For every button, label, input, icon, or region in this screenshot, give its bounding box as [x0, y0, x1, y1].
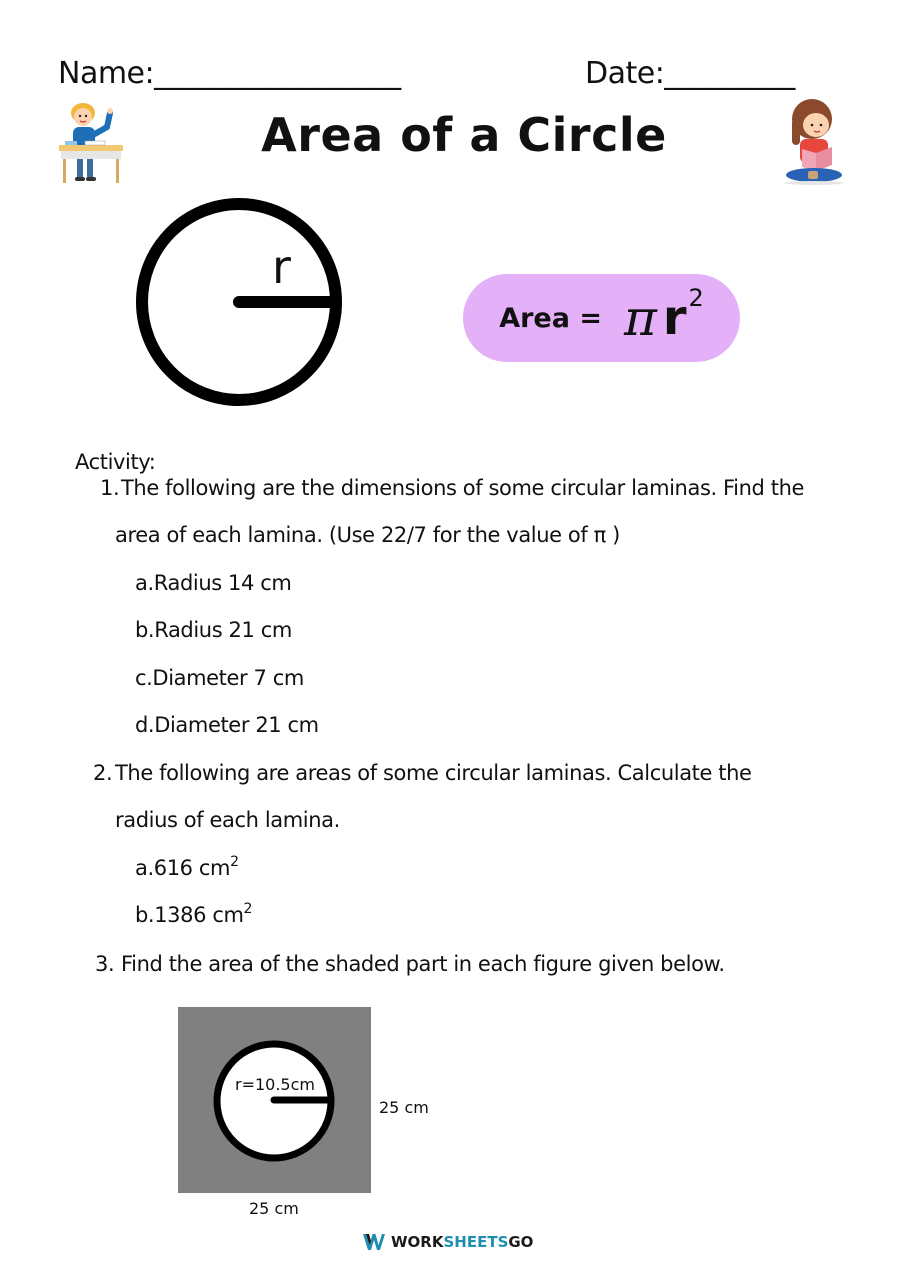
formula-variable: r [662, 290, 687, 346]
activity-heading: Activity: [75, 450, 156, 474]
girl-icon [778, 95, 850, 185]
page-title: Area of a Circle [261, 108, 667, 162]
figure-radius-label: r=10.5cm [235, 1075, 315, 1094]
girl-reading-illustration [778, 95, 850, 185]
formula-exponent: 2 [688, 284, 704, 312]
question-1-item-c: c.Diameter 7 cm [135, 666, 304, 690]
worksheetsgo-logo [363, 1233, 533, 1251]
pi-symbol: π [623, 289, 657, 347]
figure-side-label: 25 cm [379, 1098, 429, 1117]
name-field-label: Name:_________________ [58, 56, 401, 91]
question-2-line1: The following are areas of some circular laminas. Calculate the [115, 761, 752, 785]
figure-bottom-label: 25 cm [249, 1199, 299, 1218]
brand-name-part1: WORKSHEETS [391, 1233, 509, 1251]
question-3-line1: Find the area of the shaded part in each figure given below. [121, 952, 725, 976]
question-1-line1: The following are the dimensions of some circular laminas. Find the [121, 476, 804, 500]
date-field-label: Date:_________ [585, 56, 795, 91]
question-2-line2: radius of each lamina. [115, 808, 340, 832]
question-1-item-b: b.Radius 21 cm [135, 618, 292, 642]
question-1-number: 1. [100, 476, 120, 500]
w-logo-icon [363, 1233, 385, 1251]
question-1-item-a: a.Radius 14 cm [135, 571, 292, 595]
question-1-item-d: d.Diameter 21 cm [135, 713, 319, 737]
question-2-number: 2. [93, 761, 113, 785]
circle-diagram [133, 196, 345, 410]
question-1-line2: area of each lamina. (Use 22/7 for the value of π ) [115, 523, 620, 547]
formula-label: Area = [499, 302, 602, 334]
brand-name-part2: GO [508, 1233, 534, 1251]
shaded-square-figure [178, 1007, 371, 1193]
area-formula-box [463, 274, 740, 362]
question-2-item-b: b.1386 $cm^2$ [135, 901, 253, 927]
question-2-item-a: a.616 $cm^2$ [135, 854, 239, 880]
radius-label: r [272, 240, 291, 294]
question-3-number: 3. [95, 952, 115, 976]
